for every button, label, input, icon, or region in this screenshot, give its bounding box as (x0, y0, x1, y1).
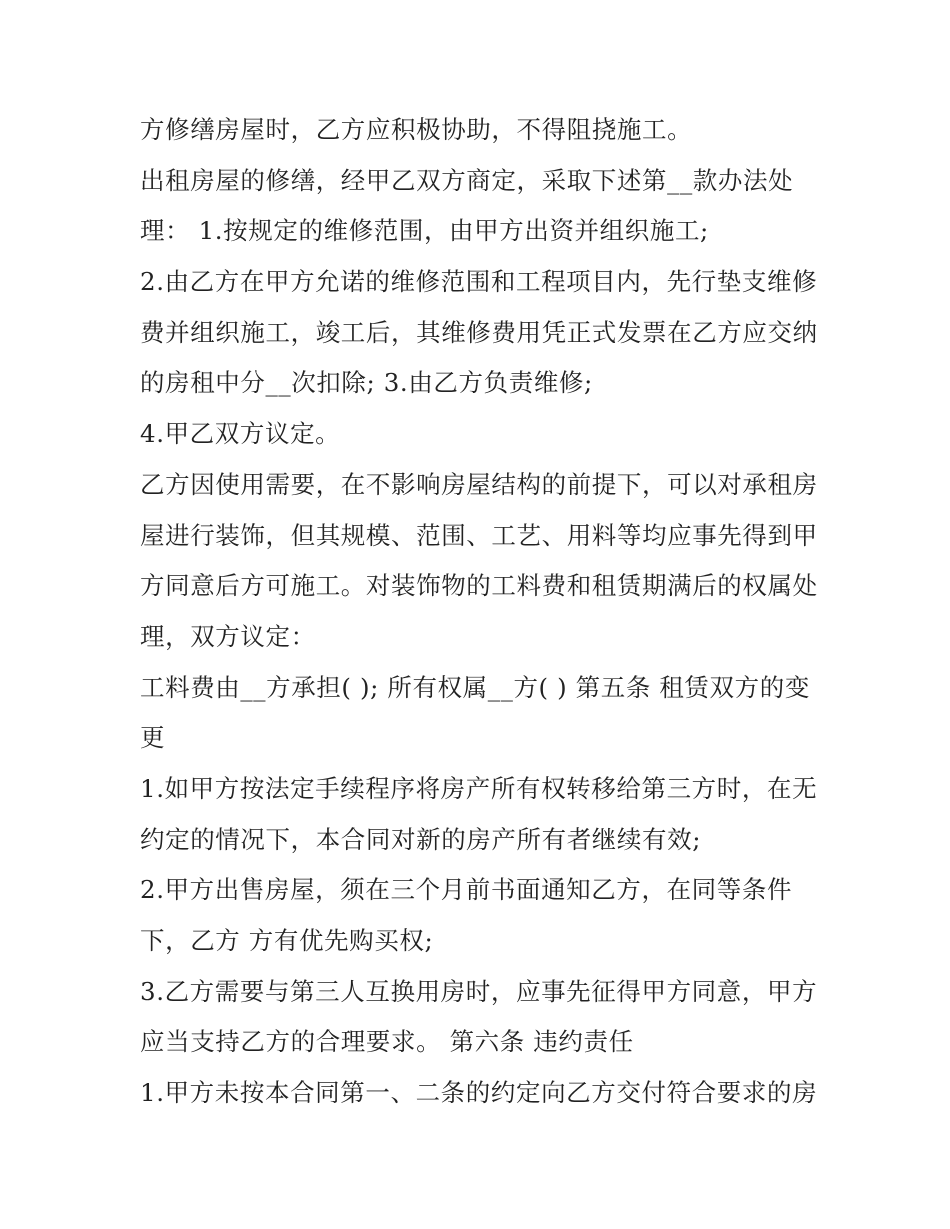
text-line: 1.如甲方按法定手续程序将房产所有权转移给第三方时，在无 (140, 773, 818, 803)
text-line: 4.甲乙双方议定。 (140, 419, 341, 449)
text-line: 下，乙方 方有优先购买权; (140, 926, 434, 955)
text-line: 更 (140, 723, 166, 753)
text-line: 约定的情况下，本合同对新的房产所有者继续有效; (140, 824, 702, 854)
text-line: 方同意后方可施工。对装饰物的工料费和租赁期满后的权属处 (140, 571, 818, 601)
document-body (140, 105, 830, 1119)
text-line: 方修缮房屋时，乙方应积极协助，不得阻挠施工。 (140, 115, 693, 144)
text-line: 应当支持乙方的合理要求。 第六条 违约责任 (140, 1027, 634, 1057)
text-line: 2.甲方出售房屋，须在三个月前书面通知乙方，在同等条件 (140, 875, 793, 905)
text-line: 的房租中分__次扣除; 3.由乙方负责维修; (140, 368, 593, 398)
text-line: 理，双方议定： (140, 621, 316, 651)
text-line: 出租房屋的修缮，经甲乙双方商定，采取下述第__款办法处 (140, 165, 794, 195)
text-line: 屋进行装饰，但其规模、范围、工艺、用料等均应事先得到甲 (140, 520, 818, 550)
text-line: 乙方因使用需要，在不影响房屋结构的前提下，可以对承租房 (140, 469, 818, 499)
text-line: 工料费由__方承担( ); 所有权属__方( ) 第五条 租赁双方的变 (140, 672, 810, 702)
text-line: 理： 1.按规定的维修范围，由甲方出资并组织施工; (140, 216, 709, 246)
text-line: 3.乙方需要与第三人互换用房时，应事先征得甲方同意，甲方 (140, 976, 818, 1006)
text-line: 1.甲方未按本合同第一、二条的约定向乙方交付符合要求的房 (140, 1078, 818, 1108)
text-line: 2.由乙方在甲方允诺的维修范围和工程项目内，先行垫支维修 (140, 267, 818, 297)
text-line: 费并组织施工，竣工后，其维修费用凭正式发票在乙方应交纳 (140, 317, 818, 347)
